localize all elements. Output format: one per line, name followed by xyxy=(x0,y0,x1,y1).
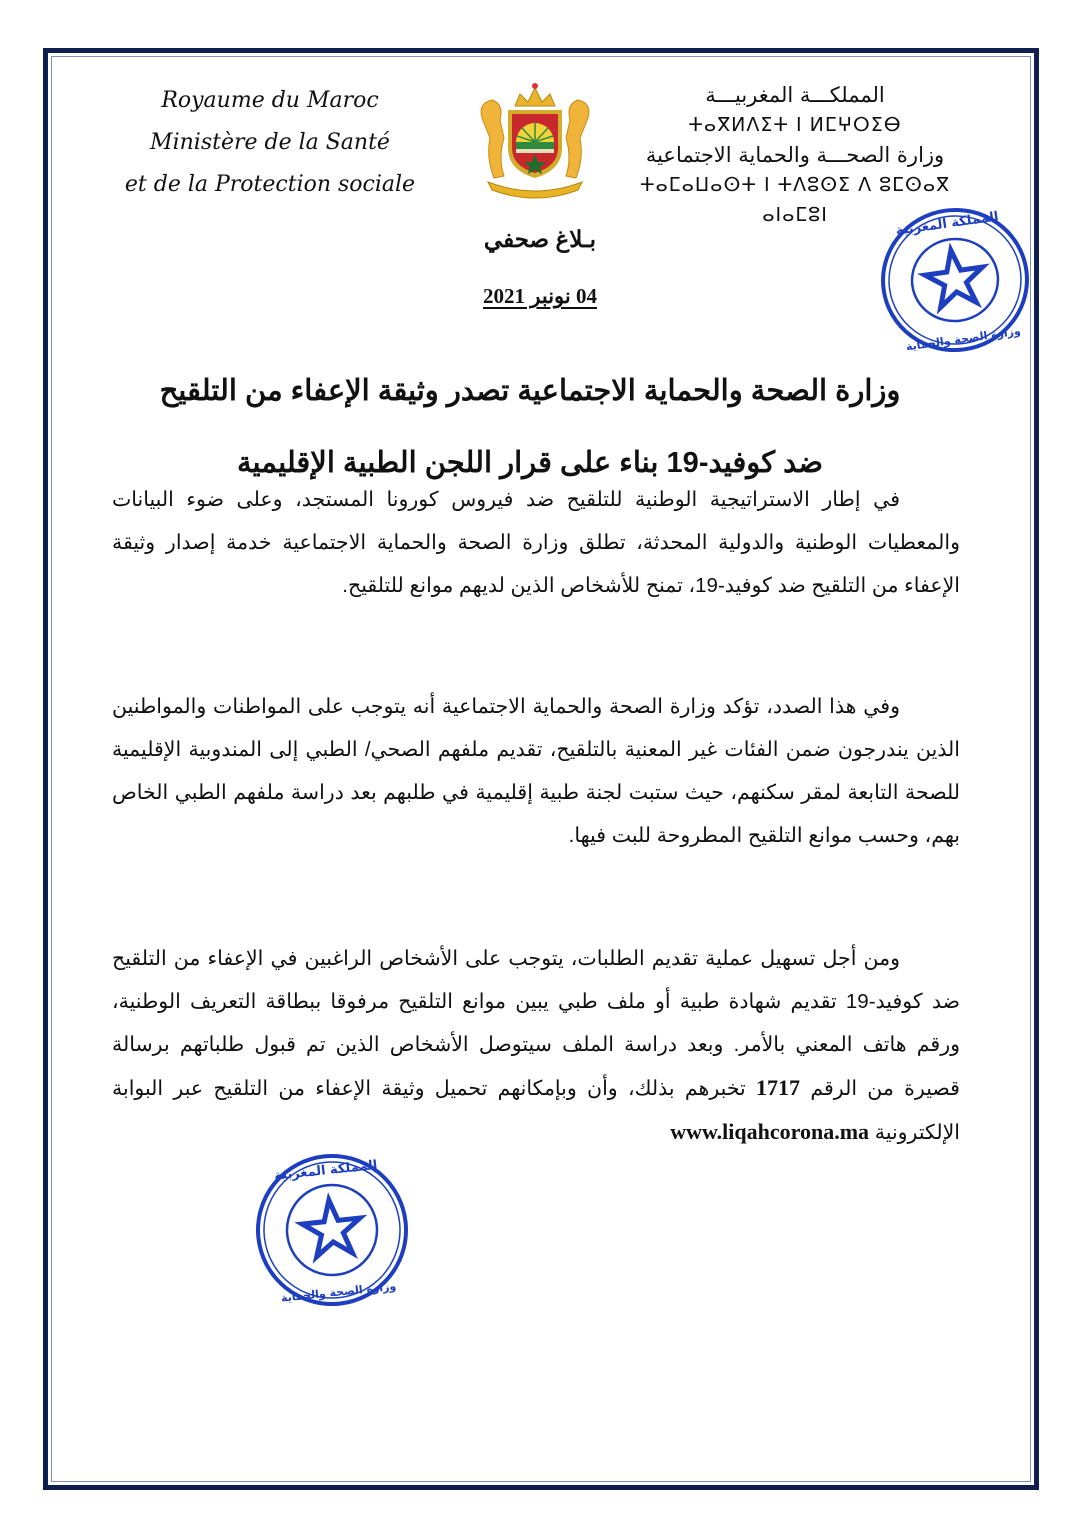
french-header-ministry: Ministère de la Santé xyxy=(150,130,390,155)
paragraph-3-text-a: ومن أجل تسهيل عملية تقديم الطلبات، يتوجب على الأشخاص الراغبين في الإعفاء من التلقيح ضد كوفيد-19 تقديم شهادة طبية أو ملف طبي يبين موانع التلقيح مرفوقا ببطاقة التعريف الوطنية، ورقم هاتف المعني بالأمر. وبعد دراسة الملف سيتوصل الأشخاص الذين تم قبول طلباتهم برسالة قصيرة من الرقم xyxy=(112,947,960,1100)
svg-text:وزارة الصحة والحماية: وزارة الصحة والحماية xyxy=(905,324,1022,354)
tifinagh-header-kingdom: ⵜⴰⴳⵍⴷⵉⵜ ⵏ ⵍⵎⵖⵔⵉⴱ xyxy=(688,114,902,136)
tifinagh-header-ministry: ⵜⴰⵎⴰⵡⴰⵙⵜ ⵏ ⵜⴷⵓⵙⵉ ⴷ ⵓⵎⵙⴰⴳ ⴰⵏⴰⵎⵓⵏ xyxy=(639,174,951,226)
sms-number: 1717 xyxy=(756,1075,801,1100)
arabic-header-kingdom: المملكـــة المغربيـــة xyxy=(705,83,885,107)
headline-line-1: وزارة الصحة والحماية الاجتماعية تصدر وثيقة الإعفاء من التلقيح xyxy=(159,375,901,407)
svg-text:المملكة المغربية: المملكة المغربية xyxy=(894,209,1000,239)
headline-line-2: ضد كوفيد-19 بناء على قرار اللجن الطبية الإقليمية xyxy=(237,447,823,479)
french-header xyxy=(100,80,440,206)
arabic-header-ministry: وزارة الصحـــة والحماية الاجتماعية xyxy=(645,143,945,167)
press-release-label: بـلاغ صحفي xyxy=(483,226,597,252)
body-paragraph-3 xyxy=(112,937,960,1154)
french-header-protection: et de la Protection sociale xyxy=(124,172,416,197)
french-header-kingdom: Royaume du Maroc xyxy=(161,88,379,113)
ministry-seal-icon xyxy=(873,205,1038,355)
svg-text:وزارة الصحة والحماية: وزارة الصحة والحماية xyxy=(280,1279,397,1305)
ministry-seal-icon xyxy=(252,1150,412,1310)
body-paragraph-2: وفي هذا الصدد، تؤكد وزارة الصحة والحماية الاجتماعية أنه يتوجب على المواطنات والمواطنين الذين يندرجون ضمن الفئات غير المعنية بالتلقيح، تقديم ملفهم الصحي/ الطبي إلى المندوبية الإقليمية للصحة التابعة لمقر سكنهم، حيث ستبت لجنة طبية إقليمية في طلبهم بعد دراسة ملفهم الطبي الخاص بهم، وحسب موانع التلقيح المطروحة للبت فيها. xyxy=(112,695,960,847)
svg-text:المملكة المغربية: المملكة المغربية xyxy=(273,1157,379,1184)
paragraph-3-text-b: تخبرهم بذلك، وأن وبإمكانهم تحميل وثيقة الإعفاء من التلقيح عبر البوابة الإلكترونية xyxy=(112,1077,960,1144)
press-release-date xyxy=(440,284,640,309)
press-date-text: 04 نونبر 2021 xyxy=(483,284,597,308)
portal-url-link[interactable]: www.liqahcorona.ma xyxy=(670,1119,870,1144)
morocco-coat-of-arms-icon xyxy=(470,78,600,203)
body-paragraph-1: في إطار الاستراتيجية الوطنية للتلقيح ضد فيروس كورونا المستجد، وعلى ضوء البيانات والمعطيات الوطنية والدولية المحدثة، تطلق وزارة الصحة والحماية الاجتماعية خدمة إصدار وثيقة الإعفاء من التلقيح ضد كوفيد-19، تمنح للأشخاص الذين لديهم موانع للتلقيح. xyxy=(112,488,960,597)
